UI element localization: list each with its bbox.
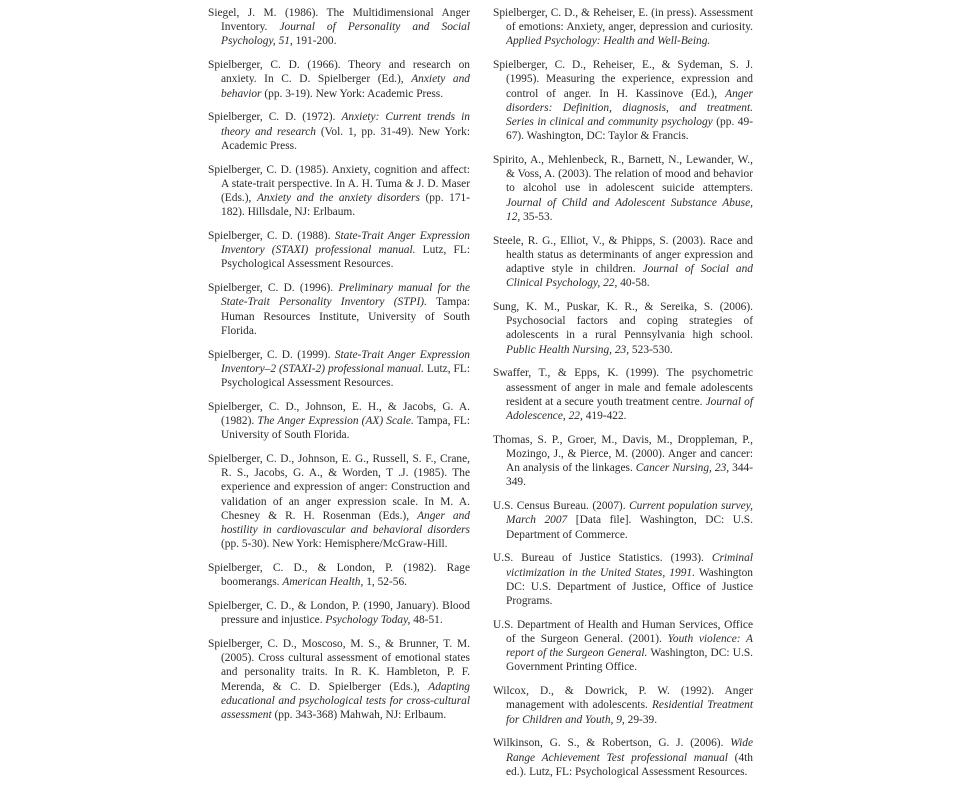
reference-italic-text: State-Trait Anger Expression Inventory–2 (STAXI-2) professional manual. — [221, 348, 470, 375]
reference-italic-text: Anxiety and the anxiety disorders — [256, 192, 420, 205]
reference-italic-text: State-Trait Anger Expression Inventory (STAXI) professional manual. — [221, 230, 470, 257]
reference-text: (4th ed.). Lutz, FL: Psychological Assessment Resources. — [506, 751, 753, 778]
reference-text: Spielberger, C. D., & London, P. (1982). Rage boomerangs. — [208, 562, 470, 589]
reference-text: Tampa: Human Resources Institute, University of South Florida. — [221, 296, 470, 337]
reference-text: Spielberger, C. D. (1988). — [208, 230, 335, 243]
reference-text: 419-422. — [582, 410, 627, 423]
reference-text: Washington DC: U.S. Department of Justice, Office of Justice Programs. — [506, 566, 754, 608]
reference-text: Sung, K. M., Puskar, K. R., & Sereika, S. (2006). Psychosocial factors and coping strategies of adolescents in a rural Pennsylvania high school. — [493, 301, 753, 342]
reference-text: 29-39. — [624, 713, 658, 726]
reference-text: Spielberger, C. D., Johnson, E. G., Russell, S. F., Crane, R. S., Jacobs, G. A., & Worden, T .J. (1985). The experience and expression of anger: Construction and validation of an anger expression scale. In M. A. Chesney & R. H. Rosenman (Eds.), — [208, 453, 470, 522]
reference-text: Spielberger, C. D. (1966). Theory and research on anxiety. In C. D. Spielberger (Ed.), — [208, 59, 470, 86]
reference-italic-text: Wide Range Achievement Test professional manual — [506, 737, 753, 764]
reference-italic-text: Youth violence: A report of the Surgeon General. — [506, 633, 753, 660]
reference-text: U.S. Department of Health and Human Services, Office of the Surgeon General. (2001). — [493, 618, 753, 646]
reference-text: Lutz, FL: Psychological Assessment Resources. — [221, 362, 471, 390]
reference-entry — [493, 551, 753, 608]
reference-text: Spielberger, C. D., & Reheiser, E. (in press). Assessment of emotions: Anxiety, anger, depression and curiosity. — [493, 7, 753, 34]
reference-entry — [493, 58, 753, 143]
reference-text: U.S. Census Bureau. (2007). — [493, 500, 630, 513]
reference-entry — [493, 684, 753, 727]
reference-entry — [208, 6, 470, 49]
reference-italic-text: Journal of Social and Clinical Psychology, 22, — [506, 263, 753, 290]
references-right-column — [493, 6, 753, 789]
reference-text: 35-53. — [520, 210, 553, 223]
reference-italic-text: Journal of Adolescence, 22, — [506, 395, 753, 423]
reference-italic-text: Preliminary manual for the State-Trait Personality Inventory (STPI). — [221, 282, 470, 309]
reference-text: Lutz, FL: Psychological Assessment Resources. — [221, 244, 471, 271]
reference-entry — [493, 153, 753, 224]
reference-text: Siegel, J. M. (1986). The Multidimensional Anger Inventory. — [208, 7, 470, 34]
reference-entry — [493, 6, 753, 49]
reference-italic-text: Anxiety: Current trends in theory and research — [221, 111, 470, 138]
reference-italic-text: American Health, — [282, 576, 364, 589]
reference-text: 1, 52-56. — [363, 576, 408, 589]
reference-entry — [208, 637, 470, 722]
reference-text: (Vol. 1, pp. 31-49). New York: Academic Press. — [221, 125, 470, 152]
reference-entry — [208, 599, 470, 627]
reference-entry — [208, 163, 470, 220]
reference-italic-text: Anger and hostility in cardiovascular and behavioral disorders — [221, 509, 470, 537]
reference-italic-text: Journal of Child and Adolescent Substance Abuse, 12, — [506, 196, 753, 223]
reference-text: [Data file]. Washington, DC: U.S. Department of Commerce. — [506, 514, 753, 541]
reference-text: 523-530. — [629, 343, 673, 356]
reference-text: Spielberger, C. D. (1985). Anxiety, cognition and affect: A state-trait perspective. In A. H. Tuma & J. D. Maser (Eds.), — [208, 163, 470, 205]
reference-text: 191-200. — [292, 35, 337, 48]
reference-text: Spielberger, C. D., Reheiser, E., & Sydeman, S. J. (1995). Measuring the experience, expression and control of anger. In H. Kassinove (Ed.), — [493, 59, 753, 100]
reference-text: Tampa, FL: University of South Florida. — [221, 415, 470, 442]
reference-text: Wilkinson, G. S., & Robertson, G. J. (2006). — [493, 737, 731, 750]
reference-italic-text: Public Health Nursing, 23, — [506, 343, 630, 356]
reference-italic-text: Residential Treatment for Children and Youth, 9, — [506, 699, 754, 726]
reference-text: 48-51. — [410, 614, 443, 627]
reference-entry — [493, 433, 753, 490]
reference-text: Wilcox, D., & Dowrick, P. W. (1992). Anger management with adolescents. — [493, 685, 753, 712]
reference-italic-text: Criminal victimization in the United States, 1991. — [506, 552, 753, 579]
reference-entry — [208, 229, 470, 272]
reference-entry — [493, 366, 753, 423]
reference-text: (pp. 3-19). New York: Academic Press. — [261, 87, 444, 100]
reference-entry — [208, 281, 470, 338]
reference-italic-text: Current population survey, March 2007 — [506, 500, 754, 527]
reference-text: Washington, DC: U.S. Government Printing Office. — [506, 647, 754, 674]
reference-entry — [208, 110, 470, 153]
references-left-column — [208, 6, 470, 732]
reference-entry — [208, 348, 470, 391]
reference-text: (pp. 171-182). Hillsdale, NJ: Erlbaum. — [221, 192, 471, 219]
reference-italic-text: The Anger Expression (AX) Scale. — [257, 415, 414, 428]
reference-text: (pp. 343-368) Mahwah, NJ: Erlbaum. — [271, 709, 447, 722]
reference-italic-text: Anxiety and behavior — [221, 73, 470, 100]
reference-italic-text: Adapting educational and psychological tests for cross-cultural assessment — [221, 680, 470, 722]
reference-italic-text: Psychology Today, — [325, 614, 411, 627]
reference-text: Spielberger, C. D., & London, P. (1990, January). Blood pressure and injustice. — [208, 600, 470, 627]
reference-text: Spielberger, C. D. (1999). — [208, 348, 335, 361]
reference-entry — [208, 452, 470, 551]
reference-text: Spirito, A., Mehlenbeck, R., Barnett, N., Lewander, W., & Voss, A. (2003). The relation of mood and behavior to alcohol use in adolescent suicide attempters. — [493, 154, 753, 195]
reference-italic-text: Cancer Nursing, 23, — [635, 462, 730, 475]
reference-entry — [493, 300, 753, 357]
reference-entry — [493, 736, 753, 779]
reference-text: Spielberger, C. D., Moscoso, M. S., & Brunner, T. M. (2005). Cross cultural assessment of emotional states and personality traits. In R. K. Hambleton, P. F. Merenda, & C. D. Spielberger (Eds.), — [208, 638, 470, 693]
reference-italic-text: Applied Psychology: Health and Well-Being. — [506, 35, 711, 48]
reference-text: Steele, R. G., Elliot, V., & Phipps, S. (2003). Race and health status as determinants of anger expression and adaptive style in children. — [493, 234, 753, 276]
reference-italic-text: Journal of Personality and Social Psychology, 51, — [221, 21, 470, 48]
reference-entry — [493, 499, 753, 542]
reference-text: (pp. 49-67). Washington, DC: Taylor & Francis. — [506, 116, 753, 143]
reference-entry — [493, 618, 753, 675]
reference-text: (pp. 5-30). New York: Hemisphere/McGraw-Hill. — [221, 538, 448, 551]
reference-text: Spielberger, C. D. (1972). — [208, 111, 342, 124]
reference-entry — [208, 400, 470, 443]
reference-entry — [208, 58, 470, 101]
reference-text: U.S. Bureau of Justice Statistics. (1993). — [493, 552, 712, 565]
reference-text: 344-349. — [506, 462, 753, 489]
reference-text: Spielberger, C. D. (1996). — [208, 282, 339, 295]
reference-italic-text: Anger disorders: Definition, diagnosis, and treatment. Series in clinical and community psychology — [506, 87, 753, 129]
reference-text: Spielberger, C. D., Johnson, E. H., & Jacobs, G. A. (1982). — [208, 400, 470, 428]
reference-entry — [493, 234, 753, 291]
reference-text: 40-58. — [617, 277, 650, 290]
reference-entry — [208, 561, 470, 589]
reference-text: Thomas, S. P., Groer, M., Davis, M., Droppleman, P., Mozingo, J., & Pierce, M. (2000). Anger and cancer: An analysis of the linkages. — [493, 433, 753, 475]
reference-text: Swaffer, T., & Epps, K. (1999). The psychometric assessment of anger in male and female adolescents resident at a secure youth treatment centre. — [493, 367, 753, 408]
